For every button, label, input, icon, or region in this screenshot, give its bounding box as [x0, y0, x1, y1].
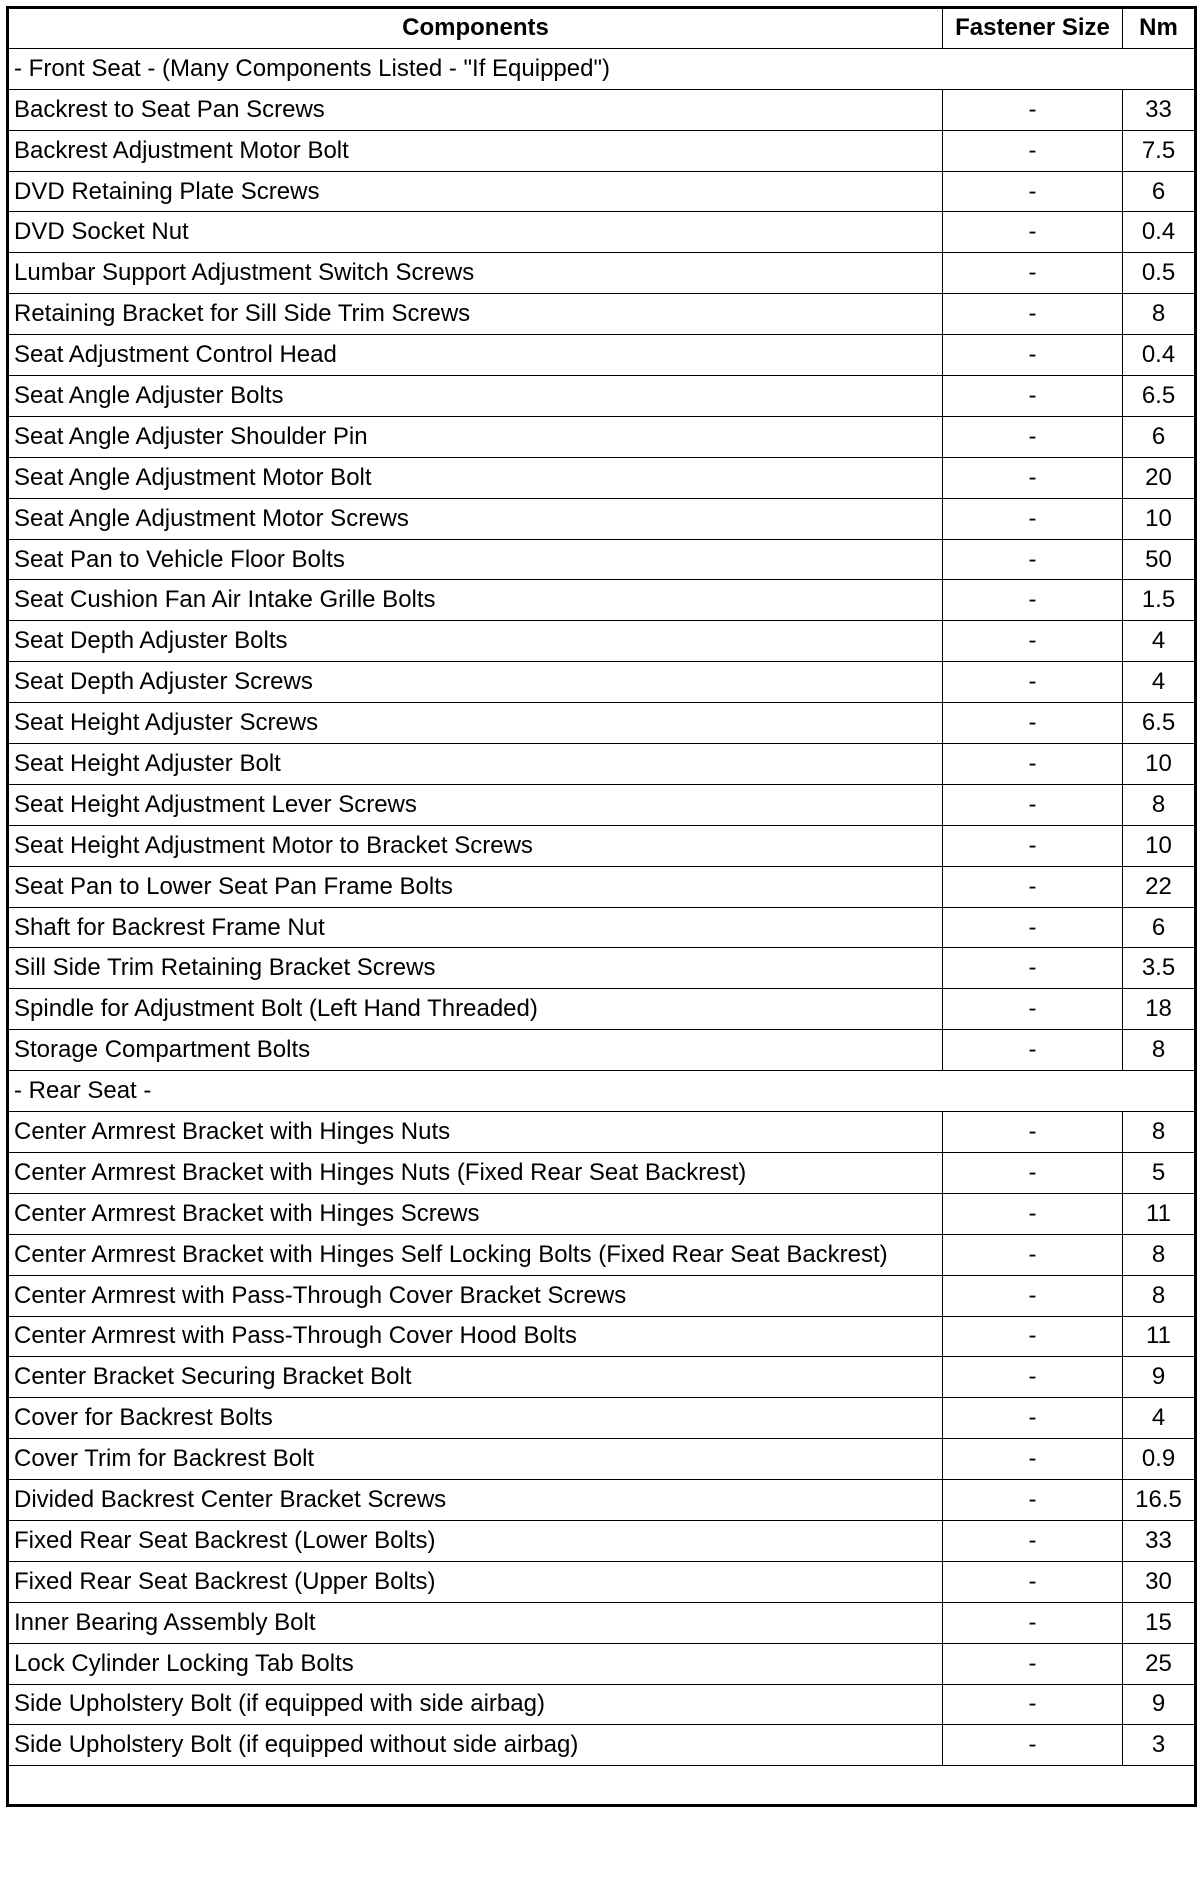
table-body: [8, 48, 1196, 1805]
component-cell: Seat Height Adjustment Lever Screws: [8, 784, 943, 825]
nm-value-cell: 9: [1123, 1357, 1196, 1398]
component-cell: Center Armrest with Pass-Through Cover Bracket Screws: [8, 1275, 943, 1316]
torque-spec-table: [6, 6, 1197, 1807]
fastener-size-cell: -: [943, 703, 1123, 744]
fastener-size-cell: -: [943, 621, 1123, 662]
fastener-size-cell: -: [943, 662, 1123, 703]
table-row: [8, 1234, 1196, 1275]
table-row: [8, 1275, 1196, 1316]
fastener-size-cell: -: [943, 1398, 1123, 1439]
table-row: [8, 1316, 1196, 1357]
fastener-size-cell: -: [943, 989, 1123, 1030]
table-row: [8, 1561, 1196, 1602]
section-title: - Front Seat - (Many Components Listed - "If Equipped"): [8, 48, 1196, 89]
nm-value-cell: 10: [1123, 825, 1196, 866]
nm-value-cell: 0.5: [1123, 253, 1196, 294]
nm-value-cell: 1.5: [1123, 580, 1196, 621]
fastener-size-cell: -: [943, 171, 1123, 212]
fastener-size-cell: -: [943, 89, 1123, 130]
table-row: [8, 130, 1196, 171]
nm-value-cell: 9: [1123, 1684, 1196, 1725]
component-cell: DVD Retaining Plate Screws: [8, 171, 943, 212]
component-cell: Cover Trim for Backrest Bolt: [8, 1439, 943, 1480]
empty-row: [8, 1766, 1196, 1806]
component-cell: Center Armrest Bracket with Hinges Nuts: [8, 1112, 943, 1153]
component-cell: Backrest to Seat Pan Screws: [8, 89, 943, 130]
nm-value-cell: 33: [1123, 89, 1196, 130]
component-cell: Seat Height Adjustment Motor to Bracket Screws: [8, 825, 943, 866]
nm-value-cell: 10: [1123, 744, 1196, 785]
fastener-size-cell: -: [943, 130, 1123, 171]
fastener-size-cell: -: [943, 1643, 1123, 1684]
nm-value-cell: 8: [1123, 1112, 1196, 1153]
fastener-size-cell: -: [943, 335, 1123, 376]
table-row: [8, 1357, 1196, 1398]
nm-value-cell: 4: [1123, 621, 1196, 662]
fastener-size-cell: -: [943, 1602, 1123, 1643]
header-nm: Nm: [1123, 8, 1196, 49]
fastener-size-cell: -: [943, 1275, 1123, 1316]
table-row: [8, 416, 1196, 457]
table-row: [8, 1439, 1196, 1480]
table-row: [8, 784, 1196, 825]
component-cell: Divided Backrest Center Bracket Screws: [8, 1480, 943, 1521]
nm-value-cell: 8: [1123, 1234, 1196, 1275]
fastener-size-cell: -: [943, 1357, 1123, 1398]
table-row: [8, 1193, 1196, 1234]
table-row: [8, 989, 1196, 1030]
table-row: [8, 825, 1196, 866]
nm-value-cell: 8: [1123, 1275, 1196, 1316]
nm-value-cell: 6.5: [1123, 376, 1196, 417]
nm-value-cell: 11: [1123, 1316, 1196, 1357]
fastener-size-cell: -: [943, 1480, 1123, 1521]
nm-value-cell: 25: [1123, 1643, 1196, 1684]
fastener-size-cell: -: [943, 1561, 1123, 1602]
fastener-size-cell: -: [943, 539, 1123, 580]
fastener-size-cell: -: [943, 1316, 1123, 1357]
nm-value-cell: 10: [1123, 498, 1196, 539]
component-cell: Retaining Bracket for Sill Side Trim Screws: [8, 294, 943, 335]
table-row: [8, 1480, 1196, 1521]
fastener-size-cell: -: [943, 416, 1123, 457]
table-row: [8, 580, 1196, 621]
nm-value-cell: 3.5: [1123, 948, 1196, 989]
header-components: Components: [8, 8, 943, 49]
table-row: [8, 253, 1196, 294]
fastener-size-cell: -: [943, 457, 1123, 498]
section-header-row: [8, 48, 1196, 89]
section-header-row: [8, 1071, 1196, 1112]
table-row: [8, 1152, 1196, 1193]
component-cell: Lock Cylinder Locking Tab Bolts: [8, 1643, 943, 1684]
nm-value-cell: 6: [1123, 416, 1196, 457]
component-cell: Fixed Rear Seat Backrest (Lower Bolts): [8, 1520, 943, 1561]
nm-value-cell: 3: [1123, 1725, 1196, 1766]
fastener-size-cell: -: [943, 1112, 1123, 1153]
nm-value-cell: 50: [1123, 539, 1196, 580]
nm-value-cell: 30: [1123, 1561, 1196, 1602]
component-cell: Side Upholstery Bolt (if equipped without side airbag): [8, 1725, 943, 1766]
table-row: [8, 1398, 1196, 1439]
table-row: [8, 1684, 1196, 1725]
component-cell: Center Armrest with Pass-Through Cover Hood Bolts: [8, 1316, 943, 1357]
component-cell: Center Armrest Bracket with Hinges Screws: [8, 1193, 943, 1234]
nm-value-cell: 0.4: [1123, 212, 1196, 253]
table-row: [8, 1030, 1196, 1071]
component-cell: Sill Side Trim Retaining Bracket Screws: [8, 948, 943, 989]
table-row: [8, 376, 1196, 417]
nm-value-cell: 0.4: [1123, 335, 1196, 376]
table-row: [8, 294, 1196, 335]
nm-value-cell: 4: [1123, 1398, 1196, 1439]
nm-value-cell: 22: [1123, 866, 1196, 907]
fastener-size-cell: -: [943, 212, 1123, 253]
component-cell: Seat Height Adjuster Screws: [8, 703, 943, 744]
component-cell: Seat Pan to Lower Seat Pan Frame Bolts: [8, 866, 943, 907]
fastener-size-cell: -: [943, 948, 1123, 989]
fastener-size-cell: -: [943, 866, 1123, 907]
component-cell: Spindle for Adjustment Bolt (Left Hand Threaded): [8, 989, 943, 1030]
fastener-size-cell: -: [943, 907, 1123, 948]
fastener-size-cell: -: [943, 825, 1123, 866]
table-row: [8, 1112, 1196, 1153]
component-cell: Inner Bearing Assembly Bolt: [8, 1602, 943, 1643]
component-cell: Fixed Rear Seat Backrest (Upper Bolts): [8, 1561, 943, 1602]
component-cell: Seat Angle Adjuster Bolts: [8, 376, 943, 417]
table-row: [8, 1520, 1196, 1561]
fastener-size-cell: -: [943, 1520, 1123, 1561]
fastener-size-cell: -: [943, 1152, 1123, 1193]
fastener-size-cell: -: [943, 1725, 1123, 1766]
nm-value-cell: 16.5: [1123, 1480, 1196, 1521]
header-fastener-size: Fastener Size: [943, 8, 1123, 49]
fastener-size-cell: -: [943, 580, 1123, 621]
component-cell: Seat Height Adjuster Bolt: [8, 744, 943, 785]
header-row: [8, 8, 1196, 49]
fastener-size-cell: -: [943, 253, 1123, 294]
fastener-size-cell: -: [943, 1193, 1123, 1234]
component-cell: Shaft for Backrest Frame Nut: [8, 907, 943, 948]
table-row: [8, 907, 1196, 948]
component-cell: Seat Angle Adjustment Motor Screws: [8, 498, 943, 539]
nm-value-cell: 7.5: [1123, 130, 1196, 171]
fastener-size-cell: -: [943, 1439, 1123, 1480]
fastener-size-cell: -: [943, 1234, 1123, 1275]
nm-value-cell: 8: [1123, 294, 1196, 335]
table-row: [8, 866, 1196, 907]
nm-value-cell: 6: [1123, 171, 1196, 212]
component-cell: Seat Depth Adjuster Bolts: [8, 621, 943, 662]
nm-value-cell: 6: [1123, 907, 1196, 948]
table-row: [8, 1602, 1196, 1643]
nm-value-cell: 20: [1123, 457, 1196, 498]
component-cell: DVD Socket Nut: [8, 212, 943, 253]
table-row: [8, 457, 1196, 498]
component-cell: Lumbar Support Adjustment Switch Screws: [8, 253, 943, 294]
component-cell: Seat Angle Adjustment Motor Bolt: [8, 457, 943, 498]
nm-value-cell: 6.5: [1123, 703, 1196, 744]
table-row: [8, 703, 1196, 744]
table-row: [8, 498, 1196, 539]
component-cell: Side Upholstery Bolt (if equipped with side airbag): [8, 1684, 943, 1725]
section-title: - Rear Seat -: [8, 1071, 1196, 1112]
fastener-size-cell: -: [943, 784, 1123, 825]
table-row: [8, 1643, 1196, 1684]
component-cell: Seat Cushion Fan Air Intake Grille Bolts: [8, 580, 943, 621]
table-row: [8, 335, 1196, 376]
fastener-size-cell: -: [943, 498, 1123, 539]
table-row: [8, 171, 1196, 212]
nm-value-cell: 15: [1123, 1602, 1196, 1643]
table-row: [8, 1725, 1196, 1766]
empty-cell: [8, 1766, 1196, 1806]
nm-value-cell: 5: [1123, 1152, 1196, 1193]
table-row: [8, 212, 1196, 253]
component-cell: Storage Compartment Bolts: [8, 1030, 943, 1071]
component-cell: Seat Depth Adjuster Screws: [8, 662, 943, 703]
table-row: [8, 948, 1196, 989]
component-cell: Center Armrest Bracket with Hinges Self Locking Bolts (Fixed Rear Seat Backrest): [8, 1234, 943, 1275]
component-cell: Cover for Backrest Bolts: [8, 1398, 943, 1439]
table-row: [8, 621, 1196, 662]
fastener-size-cell: -: [943, 1684, 1123, 1725]
nm-value-cell: 8: [1123, 784, 1196, 825]
nm-value-cell: 33: [1123, 1520, 1196, 1561]
nm-value-cell: 0.9: [1123, 1439, 1196, 1480]
fastener-size-cell: -: [943, 376, 1123, 417]
table-row: [8, 662, 1196, 703]
table-row: [8, 89, 1196, 130]
component-cell: Seat Pan to Vehicle Floor Bolts: [8, 539, 943, 580]
table-row: [8, 539, 1196, 580]
nm-value-cell: 18: [1123, 989, 1196, 1030]
fastener-size-cell: -: [943, 744, 1123, 785]
table-row: [8, 744, 1196, 785]
fastener-size-cell: -: [943, 294, 1123, 335]
fastener-size-cell: -: [943, 1030, 1123, 1071]
component-cell: Backrest Adjustment Motor Bolt: [8, 130, 943, 171]
nm-value-cell: 8: [1123, 1030, 1196, 1071]
nm-value-cell: 4: [1123, 662, 1196, 703]
nm-value-cell: 11: [1123, 1193, 1196, 1234]
component-cell: Center Bracket Securing Bracket Bolt: [8, 1357, 943, 1398]
component-cell: Center Armrest Bracket with Hinges Nuts (Fixed Rear Seat Backrest): [8, 1152, 943, 1193]
component-cell: Seat Adjustment Control Head: [8, 335, 943, 376]
component-cell: Seat Angle Adjuster Shoulder Pin: [8, 416, 943, 457]
